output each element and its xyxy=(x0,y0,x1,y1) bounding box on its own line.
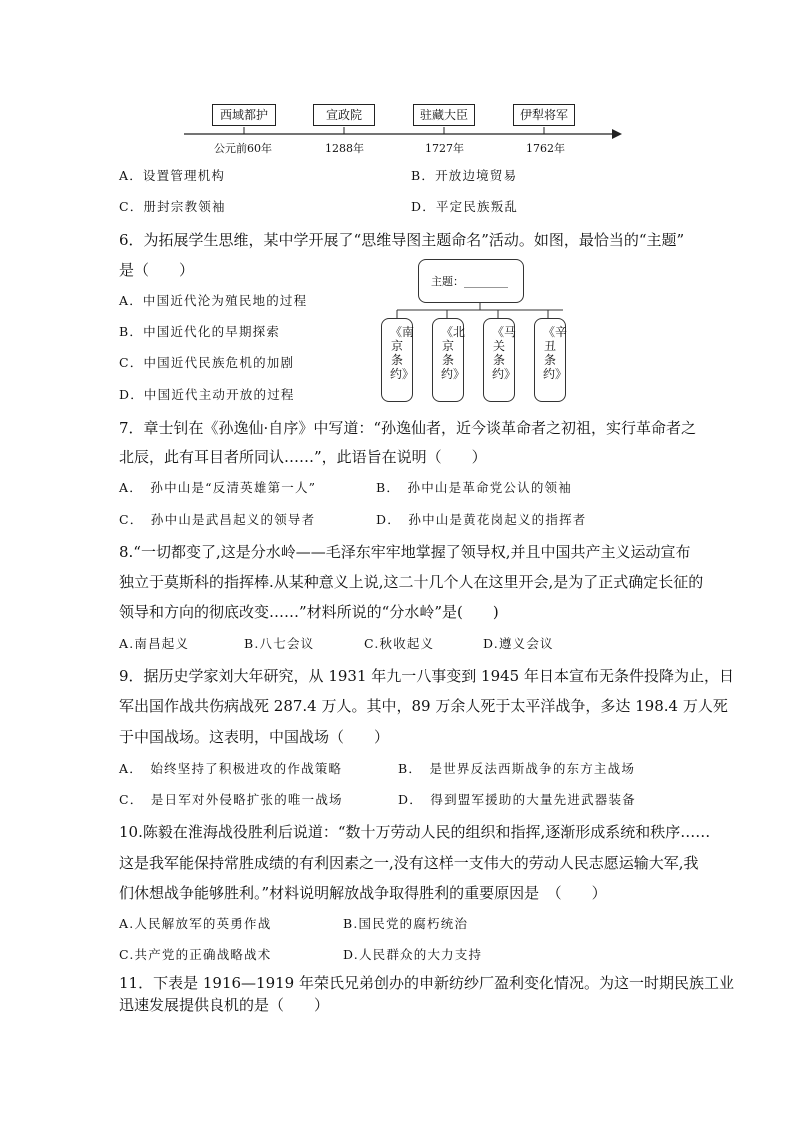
q10-option-d[interactable]: D.人民群众的大力支持 xyxy=(343,947,483,962)
q10-stem-line1: 10.陈毅在淮海战役胜利后说道：“数十万劳动人民的组织和指挥,逐渐形成系统和秩序…… xyxy=(119,823,711,841)
q9-stem-line1: 9．据历史学家刘大年研究，从 1931 年九一八事变到 1945 年日本宣布无条件投降为止，日 xyxy=(119,667,734,685)
mindmap-treaty-box xyxy=(483,318,515,402)
q8-option-c[interactable]: C.秋收起义 xyxy=(364,636,435,651)
timeline-year-label: 1762年 xyxy=(526,142,565,155)
treaty-label: 《南京条约》 xyxy=(390,325,415,381)
q5-option-d[interactable]: D．平定民族叛乱 xyxy=(411,199,519,214)
q10-stem-line3: 们休想战争能够胜利。”材料说明解放战争取得胜利的重要原因是 （ ） xyxy=(119,884,607,902)
q8-option-a[interactable]: A.南昌起义 xyxy=(119,636,190,651)
q8-stem-line3: 领导和方向的彻底改变……”材料所说的“分水岭”是( ) xyxy=(119,603,499,621)
mindmap-treaty-box xyxy=(381,318,413,402)
q8-option-d[interactable]: D.遵义会议 xyxy=(483,636,554,651)
mindmap-topic-box xyxy=(418,259,524,303)
q7-stem-line2: 北辰，此有耳目者所同认……”，此语旨在说明（ ） xyxy=(119,448,487,466)
q9-stem-line3: 于中国战场。这表明，中国战场（ ） xyxy=(119,728,390,746)
q7-option-a[interactable]: A． 孙中山是“反清英雄第一人” xyxy=(119,480,317,495)
q7-option-c[interactable]: C． 孙中山是武昌起义的领导者 xyxy=(119,512,316,527)
timeline-event-box: 宣政院 xyxy=(313,104,375,126)
q10-option-b[interactable]: B.国民党的腐朽统治 xyxy=(343,916,469,931)
mindmap-treaty-box xyxy=(534,318,566,402)
mindmap-topic-label: 主题：________ xyxy=(431,275,508,288)
treaty-label: 《辛丑条约》 xyxy=(543,325,568,381)
q11-stem-line2: 迅速发展提供良机的是（ ） xyxy=(119,996,330,1014)
q9-option-a[interactable]: A． 始终坚持了积极进攻的作战策略 xyxy=(119,761,343,776)
treaty-label: 《北京条约》 xyxy=(441,325,466,381)
q5-option-a[interactable]: A．设置管理机构 xyxy=(119,168,226,183)
q10-stem-line2: 这是我军能保持常胜成绩的有利因素之一,没有这样一支伟大的劳动人民志愿运输大军,我 xyxy=(119,854,699,872)
mindmap-treaty-box xyxy=(432,318,464,402)
q8-option-b[interactable]: B.八七会议 xyxy=(244,636,315,651)
q10-option-a[interactable]: A.人民解放军的英勇作战 xyxy=(119,916,272,931)
q6-option-a[interactable]: A．中国近代沦为殖民地的过程 xyxy=(119,293,308,308)
q6-stem-line2: 是（ ） xyxy=(119,261,195,279)
q6-option-c[interactable]: C．中国近代民族危机的加剧 xyxy=(119,355,295,370)
q5-option-c[interactable]: C．册封宗教领袖 xyxy=(119,199,226,214)
q7-option-d[interactable]: D． 孙中山是黄花岗起义的指挥者 xyxy=(376,512,587,527)
q9-option-c[interactable]: C． 是日军对外侵略扩张的唯一战场 xyxy=(119,792,343,807)
timeline-year-label: 1288年 xyxy=(325,142,364,155)
q8-stem-line1: 8.“一切都变了,这是分水岭——毛泽东牢牢地掌握了领导权,并且中国共产主义运动宣布 xyxy=(119,543,691,561)
treaty-label: 《马关条约》 xyxy=(492,325,517,381)
q9-option-b[interactable]: B． 是世界反法西斯战争的东方主战场 xyxy=(398,761,636,776)
q5-option-b[interactable]: B．开放边境贸易 xyxy=(411,168,518,183)
q10-option-c[interactable]: C.共产党的正确战略战术 xyxy=(119,947,272,962)
q6-option-b[interactable]: B．中国近代化的早期探索 xyxy=(119,324,281,339)
timeline-event-box: 驻藏大臣 xyxy=(413,104,475,126)
q7-option-b[interactable]: B． 孙中山是革命党公认的领袖 xyxy=(376,480,572,495)
q9-option-d[interactable]: D． 得到盟军援助的大量先进武器装备 xyxy=(398,792,636,807)
timeline-year-label: 1727年 xyxy=(425,142,464,155)
q9-stem-line2: 军出国作战共伤病战死 287.4 万人。其中，89 万余人死于太平洋战争，多达 198.4 万人死 xyxy=(119,697,728,715)
q6-option-d[interactable]: D．中国近代主动开放的过程 xyxy=(119,387,295,402)
q8-stem-line2: 独立于莫斯科的指挥棒.从某种意义上说,这二十几个人在这里开会,是为了正式确定长征的 xyxy=(119,573,704,591)
timeline-event-box: 伊犁将军 xyxy=(513,104,575,126)
q6-stem-line1: 6．为拓展学生思维，某中学开展了“思维导图主题命名”活动。如图，最恰当的“主题” xyxy=(119,231,685,249)
timeline-year-label: 公元前60年 xyxy=(214,142,272,155)
q7-stem-line1: 7．章士钊在《孙逸仙·自序》中写道：“孙逸仙者，近今谈革命者之初祖，实行革命者之 xyxy=(119,419,696,437)
timeline-event-box: 西域都护 xyxy=(212,104,276,126)
q11-stem-line1: 11．下表是 1916—1919 年荣氏兄弟创办的申新纺纱厂盈利变化情况。为这一时期民族工业 xyxy=(119,974,734,992)
